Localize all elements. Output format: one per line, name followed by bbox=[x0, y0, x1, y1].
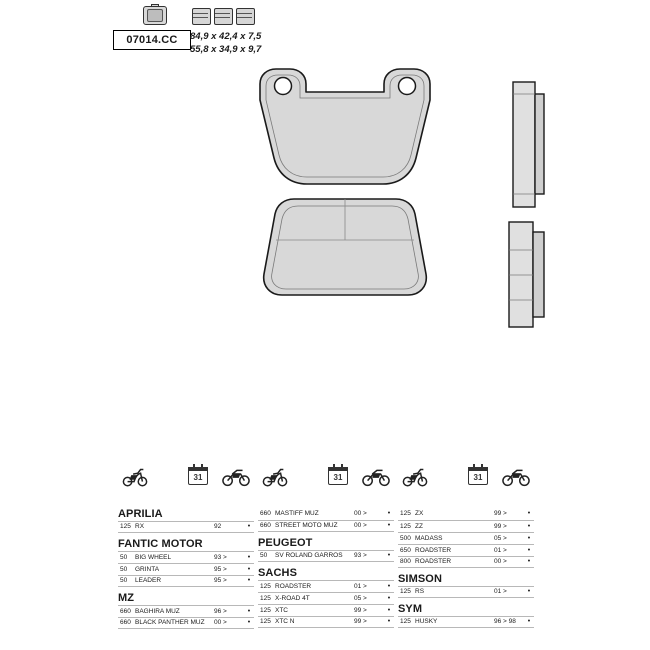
row-model: BAGHIRA MUZ bbox=[135, 607, 180, 615]
row-marker: • bbox=[527, 510, 531, 517]
dimensions-block bbox=[190, 30, 330, 56]
row-cc: 125 bbox=[260, 618, 271, 625]
table-row[interactable] bbox=[258, 508, 394, 520]
calendar-header-bar bbox=[188, 467, 208, 471]
row-model: SV ROLAND GARROS bbox=[275, 552, 343, 559]
row-cc: 500 bbox=[400, 534, 411, 542]
brake-pad-side-view bbox=[495, 72, 575, 352]
table-row[interactable] bbox=[398, 520, 534, 532]
row-marker: • bbox=[387, 618, 391, 625]
row-years: 01 > bbox=[494, 588, 507, 595]
pad-upper-side bbox=[513, 82, 544, 207]
row-model: ROADSTER bbox=[415, 558, 452, 565]
row-years: 93 > bbox=[354, 552, 367, 559]
row-marker: • bbox=[247, 607, 251, 615]
row-cc: 125 bbox=[120, 523, 131, 530]
brand-heading: APRILIA bbox=[118, 508, 163, 520]
row-model: BLACK PANTHER MUZ bbox=[135, 619, 205, 626]
brand-heading: SIMSON bbox=[398, 573, 442, 585]
table-row[interactable] bbox=[118, 575, 254, 587]
scooter-icon bbox=[122, 464, 148, 488]
row-marker: • bbox=[247, 619, 251, 626]
pad-stack-line bbox=[237, 13, 252, 14]
pad-stack-icon-2 bbox=[214, 8, 231, 23]
table-row[interactable] bbox=[258, 604, 394, 616]
row-years: 92 bbox=[214, 523, 222, 530]
row-marker: • bbox=[527, 546, 531, 554]
calendar-icon bbox=[468, 464, 490, 488]
table-row[interactable] bbox=[118, 563, 254, 575]
table-row[interactable] bbox=[398, 508, 534, 520]
row-marker: • bbox=[527, 618, 531, 625]
pad-stack-icon-1 bbox=[192, 8, 209, 23]
row-model: ROADSTER bbox=[275, 582, 312, 590]
product-drawing bbox=[0, 62, 650, 452]
row-cc: 660 bbox=[260, 522, 271, 529]
row-marker: • bbox=[387, 594, 391, 602]
row-cc: 125 bbox=[400, 588, 411, 595]
table-row[interactable] bbox=[258, 550, 394, 562]
table-row[interactable] bbox=[398, 532, 534, 544]
application-column-2 bbox=[258, 508, 394, 628]
motorbike-icon bbox=[222, 464, 250, 488]
brand-heading: MZ bbox=[118, 592, 135, 604]
row-marker: • bbox=[387, 510, 391, 517]
row-years: 00 > bbox=[354, 510, 367, 517]
row-years: 05 > bbox=[354, 594, 367, 602]
calendar-icon bbox=[188, 464, 210, 488]
pad-upper-outline bbox=[260, 69, 430, 184]
row-years: 01 > bbox=[494, 546, 507, 554]
row-years: 99 > bbox=[494, 522, 507, 530]
application-column-1 bbox=[118, 508, 254, 629]
row-model: HUSKY bbox=[415, 618, 438, 625]
vehicle-application-tables bbox=[0, 508, 650, 650]
row-marker: • bbox=[387, 582, 391, 590]
brand-heading: PEUGEOT bbox=[258, 537, 313, 549]
row-years: 99 > bbox=[494, 510, 507, 517]
calendar-header-bar bbox=[328, 467, 348, 471]
row-model: LEADER bbox=[135, 577, 162, 584]
calendar-icon bbox=[328, 464, 350, 488]
scooter-icon bbox=[402, 464, 428, 488]
row-years: 01 > bbox=[354, 582, 367, 590]
vehicle-icon-strip bbox=[0, 460, 650, 502]
row-cc: 650 bbox=[400, 546, 411, 554]
calendar-header-bar bbox=[468, 467, 488, 471]
table-row[interactable] bbox=[258, 580, 394, 592]
row-model: GRINTA bbox=[135, 565, 160, 573]
calendar-number: 31 bbox=[333, 473, 343, 482]
table-row[interactable] bbox=[398, 556, 534, 568]
row-model: XTC N bbox=[275, 618, 295, 625]
row-model: ROADSTER bbox=[415, 546, 452, 554]
row-years: 95 > bbox=[214, 577, 227, 584]
row-model: MASTIFF MUZ bbox=[275, 510, 319, 517]
row-model: ZZ bbox=[415, 522, 423, 530]
row-cc: 125 bbox=[400, 510, 411, 517]
pad-stack-icon-3 bbox=[236, 8, 253, 23]
row-marker: • bbox=[387, 522, 391, 529]
table-row[interactable] bbox=[118, 605, 254, 617]
row-years: 00 > bbox=[214, 619, 227, 626]
row-years: 99 > bbox=[354, 606, 367, 614]
table-row[interactable] bbox=[398, 586, 534, 598]
row-years: 96 > 98 bbox=[494, 618, 516, 625]
row-years: 99 > bbox=[354, 618, 367, 625]
row-marker: • bbox=[527, 534, 531, 542]
row-cc: 50 bbox=[120, 565, 128, 573]
pad-lower-outline bbox=[264, 199, 427, 295]
row-cc: 125 bbox=[400, 522, 411, 530]
product-code: 07014.CC bbox=[126, 34, 178, 46]
row-years: 05 > bbox=[494, 534, 507, 542]
table-row[interactable] bbox=[258, 592, 394, 604]
product-code-box bbox=[113, 30, 191, 50]
pad-stack-line bbox=[237, 17, 252, 18]
table-row[interactable] bbox=[258, 520, 394, 532]
row-marker: • bbox=[247, 565, 251, 573]
row-marker: • bbox=[527, 522, 531, 530]
row-cc: 125 bbox=[260, 606, 271, 614]
icon-group-column-1 bbox=[118, 460, 258, 496]
row-cc: 800 bbox=[400, 558, 411, 565]
brand-heading: SYM bbox=[398, 603, 423, 615]
row-years: 00 > bbox=[354, 522, 367, 529]
calendar-number: 31 bbox=[193, 473, 203, 482]
scooter-icon bbox=[262, 464, 288, 488]
row-model: ZX bbox=[415, 510, 424, 517]
pad-stack-line bbox=[193, 13, 208, 14]
row-model: STREET MOTO MUZ bbox=[275, 522, 338, 529]
row-cc: 50 bbox=[120, 553, 128, 561]
row-years: 93 > bbox=[214, 553, 227, 561]
row-marker: • bbox=[247, 553, 251, 561]
brake-pad-icon bbox=[143, 4, 165, 26]
row-years: 95 > bbox=[214, 565, 227, 573]
row-model: XTC bbox=[275, 606, 288, 614]
row-cc: 660 bbox=[120, 607, 131, 615]
row-model: MADASS bbox=[415, 534, 443, 542]
pad-stack-line bbox=[215, 13, 230, 14]
row-model: X-ROAD 4T bbox=[275, 594, 310, 602]
brake-pad-front-view bbox=[230, 62, 460, 302]
row-cc: 660 bbox=[120, 619, 131, 626]
row-marker: • bbox=[527, 588, 531, 595]
row-marker: • bbox=[247, 577, 251, 584]
pad-stack-icons bbox=[192, 4, 262, 26]
table-row[interactable] bbox=[398, 616, 534, 628]
row-cc: 125 bbox=[260, 582, 271, 590]
row-model: RS bbox=[415, 588, 425, 595]
row-model: BIG WHEEL bbox=[135, 553, 172, 561]
header bbox=[0, 0, 650, 62]
table-row[interactable] bbox=[118, 551, 254, 563]
motorbike-icon bbox=[362, 464, 390, 488]
table-row[interactable] bbox=[118, 617, 254, 629]
dimension-line-2: 55,8 x 34,9 x 9,7 bbox=[190, 44, 262, 55]
row-years: 96 > bbox=[214, 607, 227, 615]
icon-group-column-3 bbox=[398, 460, 538, 496]
row-marker: • bbox=[387, 552, 391, 559]
table-row[interactable] bbox=[258, 616, 394, 628]
row-marker: • bbox=[247, 523, 251, 530]
motorbike-icon bbox=[502, 464, 530, 488]
brand-heading: SACHS bbox=[258, 567, 298, 579]
row-cc: 125 bbox=[260, 594, 271, 602]
pad-stack-line bbox=[193, 17, 208, 18]
pad-lower-side bbox=[509, 222, 544, 327]
pad-icon-inner bbox=[147, 9, 163, 22]
table-row[interactable] bbox=[398, 544, 534, 556]
row-years: 00 > bbox=[494, 558, 507, 565]
icon-group-column-2 bbox=[258, 460, 398, 496]
pad-stack-line bbox=[215, 17, 230, 18]
table-row[interactable] bbox=[118, 521, 254, 533]
row-cc: 50 bbox=[120, 577, 128, 584]
application-column-3 bbox=[398, 508, 534, 628]
row-cc: 50 bbox=[260, 552, 268, 559]
row-marker: • bbox=[527, 558, 531, 565]
row-cc: 125 bbox=[400, 618, 411, 625]
row-cc: 660 bbox=[260, 510, 271, 517]
calendar-number: 31 bbox=[473, 473, 483, 482]
brand-heading: FANTIC MOTOR bbox=[118, 538, 203, 550]
row-marker: • bbox=[387, 606, 391, 614]
dimension-line-1: 84,9 x 42,4 x 7,5 bbox=[190, 31, 262, 42]
row-model: RX bbox=[135, 523, 145, 530]
